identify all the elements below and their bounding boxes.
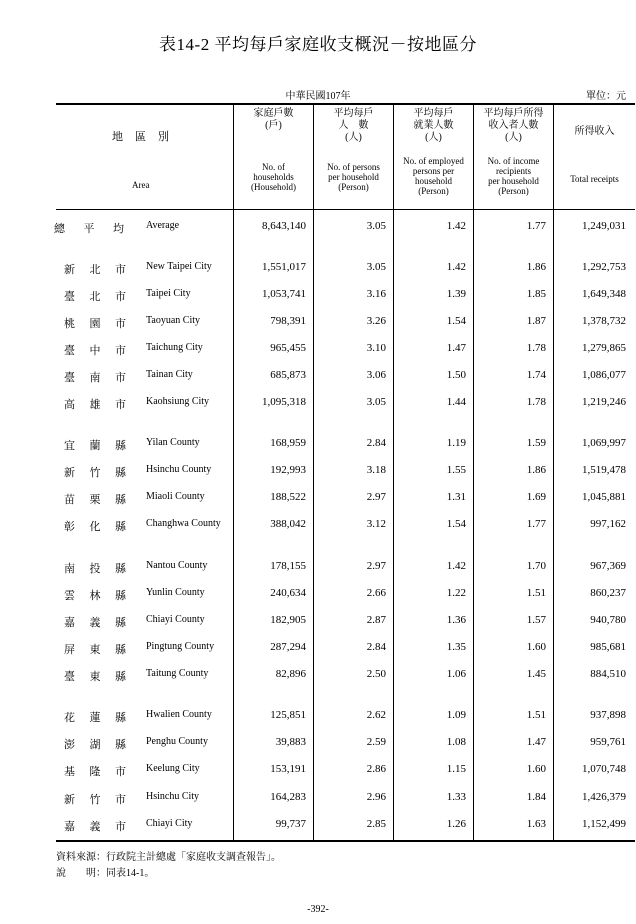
recipients-value: 1.51 xyxy=(526,709,546,721)
persons-value: 2.85 xyxy=(366,818,386,830)
recipients-value: 1.63 xyxy=(526,818,546,830)
recipients-value: 1.57 xyxy=(526,614,546,626)
employed-value: 1.42 xyxy=(446,560,466,572)
persons-value: 3.06 xyxy=(366,369,386,381)
region-name-en: Yunlin County xyxy=(146,587,205,598)
persons-value: 2.62 xyxy=(366,709,386,721)
table-row xyxy=(0,791,636,807)
recipients-value: 1.86 xyxy=(526,464,546,476)
explanation-note: 說 明：同表14-1。 xyxy=(56,868,155,879)
households-value: 182,905 xyxy=(270,614,306,626)
households-value: 388,042 xyxy=(270,518,306,530)
persons-value: 2.97 xyxy=(366,491,386,503)
region-name-zh: 南 投 縣 xyxy=(64,563,126,575)
households-value: 178,155 xyxy=(270,560,306,572)
region-name-zh: 臺 南 市 xyxy=(64,372,126,384)
table-row xyxy=(0,369,636,385)
region-name-zh: 桃 園 市 xyxy=(64,318,126,330)
receipts-value: 937,898 xyxy=(590,709,626,721)
persons-value: 3.16 xyxy=(366,288,386,300)
region-name-en: Pingtung County xyxy=(146,641,215,652)
persons-value: 2.97 xyxy=(366,560,386,572)
employed-value: 1.50 xyxy=(446,369,466,381)
persons-value: 2.84 xyxy=(366,437,386,449)
employed-value: 1.36 xyxy=(446,614,466,626)
employed-value: 1.44 xyxy=(446,396,466,408)
region-name-zh: 臺 東 縣 xyxy=(64,671,126,683)
region-name-en: Taichung City xyxy=(146,342,203,353)
recipients-value: 1.86 xyxy=(526,261,546,273)
header-receipts: 所得收入 Total receipts xyxy=(570,126,619,184)
receipts-value: 1,219,246 xyxy=(582,396,626,408)
receipts-value: 1,519,478 xyxy=(582,464,626,476)
header-persons: 平均每戶 人 數 (人) No. of persons per household (Person) xyxy=(327,108,380,192)
persons-value: 2.86 xyxy=(366,763,386,775)
region-name-en: Taipei City xyxy=(146,288,191,299)
table-row xyxy=(0,342,636,358)
recipients-value: 1.74 xyxy=(526,369,546,381)
region-name-zh: 澎 湖 縣 xyxy=(64,739,126,751)
households-value: 685,873 xyxy=(270,369,306,381)
region-name-zh: 高 雄 市 xyxy=(64,399,126,411)
persons-value: 3.12 xyxy=(366,518,386,530)
persons-value: 3.18 xyxy=(366,464,386,476)
employed-value: 1.35 xyxy=(446,641,466,653)
table-row xyxy=(0,464,636,480)
households-value: 188,522 xyxy=(270,491,306,503)
recipients-value: 1.78 xyxy=(526,342,546,354)
employed-value: 1.47 xyxy=(446,342,466,354)
table-row xyxy=(0,288,636,304)
header-area-en: Area xyxy=(132,180,150,190)
region-name-zh: 宜 蘭 縣 xyxy=(64,440,126,452)
region-name-en: Chiayi County xyxy=(146,614,205,625)
employed-value: 1.06 xyxy=(446,668,466,680)
employed-value: 1.55 xyxy=(446,464,466,476)
employed-value: 1.54 xyxy=(446,518,466,530)
persons-value: 2.96 xyxy=(366,791,386,803)
persons-value: 2.87 xyxy=(366,614,386,626)
region-name-zh: 臺 中 市 xyxy=(64,345,126,357)
region-name-en: Keelung City xyxy=(146,763,200,774)
receipts-value: 1,249,031 xyxy=(582,220,626,232)
table-top-rule xyxy=(56,103,635,105)
employed-value: 1.42 xyxy=(446,261,466,273)
region-name-zh: 花 蓮 縣 xyxy=(64,712,126,724)
households-value: 1,551,017 xyxy=(262,261,306,273)
region-name-en: Kaohsiung City xyxy=(146,396,210,407)
table-row xyxy=(0,587,636,603)
header-employed: 平均每戶 就業人數 (人) No. of employed persons per household (Person) xyxy=(403,108,464,196)
region-name-zh: 苗 栗 縣 xyxy=(64,494,126,506)
recipients-value: 1.60 xyxy=(526,763,546,775)
recipients-value: 1.45 xyxy=(526,668,546,680)
persons-value: 3.05 xyxy=(366,220,386,232)
region-name-zh: 總 平 均 xyxy=(54,223,124,235)
page-number: -392- xyxy=(307,904,329,915)
table-row xyxy=(0,315,636,331)
persons-value: 2.59 xyxy=(366,736,386,748)
table-row xyxy=(0,709,636,725)
receipts-value: 1,070,748 xyxy=(582,763,626,775)
region-name-zh: 新 北 市 xyxy=(64,264,126,276)
households-value: 192,993 xyxy=(270,464,306,476)
recipients-value: 1.77 xyxy=(526,220,546,232)
table-row xyxy=(0,560,636,576)
persons-value: 3.05 xyxy=(366,396,386,408)
region-name-en: New Taipei City xyxy=(146,261,212,272)
recipients-value: 1.70 xyxy=(526,560,546,572)
receipts-value: 1,152,499 xyxy=(582,818,626,830)
households-value: 99,737 xyxy=(275,818,306,830)
persons-value: 3.10 xyxy=(366,342,386,354)
region-name-en: Average xyxy=(146,220,180,231)
table-row xyxy=(0,396,636,412)
unit-label: 單位：元 xyxy=(586,91,626,102)
receipts-value: 860,237 xyxy=(590,587,626,599)
recipients-value: 1.47 xyxy=(526,736,546,748)
households-value: 168,959 xyxy=(270,437,306,449)
households-value: 8,643,140 xyxy=(262,220,306,232)
source-note: 資料來源：行政院主計總處「家庭收支調查報告」。 xyxy=(56,852,281,863)
households-value: 798,391 xyxy=(270,315,306,327)
table-row xyxy=(0,818,636,834)
header-households: 家庭戶數 (戶) No. of households (Household) xyxy=(251,108,296,192)
persons-value: 2.84 xyxy=(366,641,386,653)
region-name-zh: 臺 北 市 xyxy=(64,291,126,303)
employed-value: 1.54 xyxy=(446,315,466,327)
persons-value: 2.66 xyxy=(366,587,386,599)
region-name-zh: 彰 化 縣 xyxy=(64,521,126,533)
recipients-value: 1.69 xyxy=(526,491,546,503)
households-value: 1,053,741 xyxy=(262,288,306,300)
receipts-value: 1,426,379 xyxy=(582,791,626,803)
receipts-value: 1,086,077 xyxy=(582,369,626,381)
region-name-zh: 嘉 義 市 xyxy=(64,821,126,833)
table-row xyxy=(0,491,636,507)
table-row xyxy=(0,614,636,630)
recipients-value: 1.84 xyxy=(526,791,546,803)
region-name-en: Miaoli County xyxy=(146,491,205,502)
table-row xyxy=(0,437,636,453)
table-header-rule xyxy=(56,209,635,210)
households-value: 164,283 xyxy=(270,791,306,803)
households-value: 82,896 xyxy=(275,668,306,680)
table-row xyxy=(0,736,636,752)
table-row xyxy=(0,261,636,277)
region-name-en: Hsinchu County xyxy=(146,464,212,475)
employed-value: 1.33 xyxy=(446,791,466,803)
table-bottom-rule xyxy=(56,840,635,842)
households-value: 39,883 xyxy=(275,736,306,748)
receipts-value: 967,369 xyxy=(590,560,626,572)
receipts-value: 1,045,881 xyxy=(582,491,626,503)
employed-value: 1.31 xyxy=(446,491,466,503)
recipients-value: 1.51 xyxy=(526,587,546,599)
receipts-value: 940,780 xyxy=(590,614,626,626)
region-name-en: Taitung County xyxy=(146,668,209,679)
table-subtitle: 中華民國107年 xyxy=(285,91,351,102)
households-value: 965,455 xyxy=(270,342,306,354)
receipts-value: 985,681 xyxy=(590,641,626,653)
region-name-zh: 屏 東 縣 xyxy=(64,644,126,656)
receipts-value: 1,292,753 xyxy=(582,261,626,273)
table-row xyxy=(0,220,636,236)
receipts-value: 959,761 xyxy=(590,736,626,748)
region-name-zh: 嘉 義 縣 xyxy=(64,617,126,629)
page-title: 表14-2 平均每戶家庭收支概況－按地區分 xyxy=(159,35,477,54)
region-name-en: Hsinchu City xyxy=(146,791,200,802)
persons-value: 3.05 xyxy=(366,261,386,273)
receipts-value: 1,069,997 xyxy=(582,437,626,449)
receipts-value: 1,378,732 xyxy=(582,315,626,327)
employed-value: 1.08 xyxy=(446,736,466,748)
table-row xyxy=(0,641,636,657)
persons-value: 3.26 xyxy=(366,315,386,327)
region-name-zh: 新 竹 縣 xyxy=(64,467,126,479)
employed-value: 1.22 xyxy=(446,587,466,599)
receipts-value: 997,162 xyxy=(590,518,626,530)
region-name-en: Chiayi City xyxy=(146,818,193,829)
table-row xyxy=(0,763,636,779)
recipients-value: 1.85 xyxy=(526,288,546,300)
header-area-zh: 地區別 xyxy=(112,131,181,143)
recipients-value: 1.87 xyxy=(526,315,546,327)
employed-value: 1.19 xyxy=(446,437,466,449)
region-name-en: Taoyuan City xyxy=(146,315,201,326)
employed-value: 1.26 xyxy=(446,818,466,830)
recipients-value: 1.77 xyxy=(526,518,546,530)
employed-value: 1.15 xyxy=(446,763,466,775)
region-name-zh: 新 竹 市 xyxy=(64,794,126,806)
region-name-en: Penghu County xyxy=(146,736,208,747)
receipts-value: 1,279,865 xyxy=(582,342,626,354)
receipts-value: 884,510 xyxy=(590,668,626,680)
households-value: 125,851 xyxy=(270,709,306,721)
table-row xyxy=(0,668,636,684)
households-value: 1,095,318 xyxy=(262,396,306,408)
households-value: 153,191 xyxy=(270,763,306,775)
region-name-en: Hwalien County xyxy=(146,709,212,720)
employed-value: 1.09 xyxy=(446,709,466,721)
employed-value: 1.42 xyxy=(446,220,466,232)
table-row xyxy=(0,518,636,534)
employed-value: 1.39 xyxy=(446,288,466,300)
region-name-zh: 基 隆 市 xyxy=(64,766,126,778)
persons-value: 2.50 xyxy=(366,668,386,680)
households-value: 240,634 xyxy=(270,587,306,599)
region-name-en: Nantou County xyxy=(146,560,208,571)
header-recipients: 平均每戶所得 收入者人數 (人) No. of income recipients per household (Person) xyxy=(483,108,544,196)
recipients-value: 1.78 xyxy=(526,396,546,408)
region-name-en: Yilan County xyxy=(146,437,200,448)
households-value: 287,294 xyxy=(270,641,306,653)
recipients-value: 1.60 xyxy=(526,641,546,653)
region-name-en: Tainan City xyxy=(146,369,193,380)
region-name-en: Changhwa County xyxy=(146,518,221,529)
region-name-zh: 雲 林 縣 xyxy=(64,590,126,602)
recipients-value: 1.59 xyxy=(526,437,546,449)
receipts-value: 1,649,348 xyxy=(582,288,626,300)
